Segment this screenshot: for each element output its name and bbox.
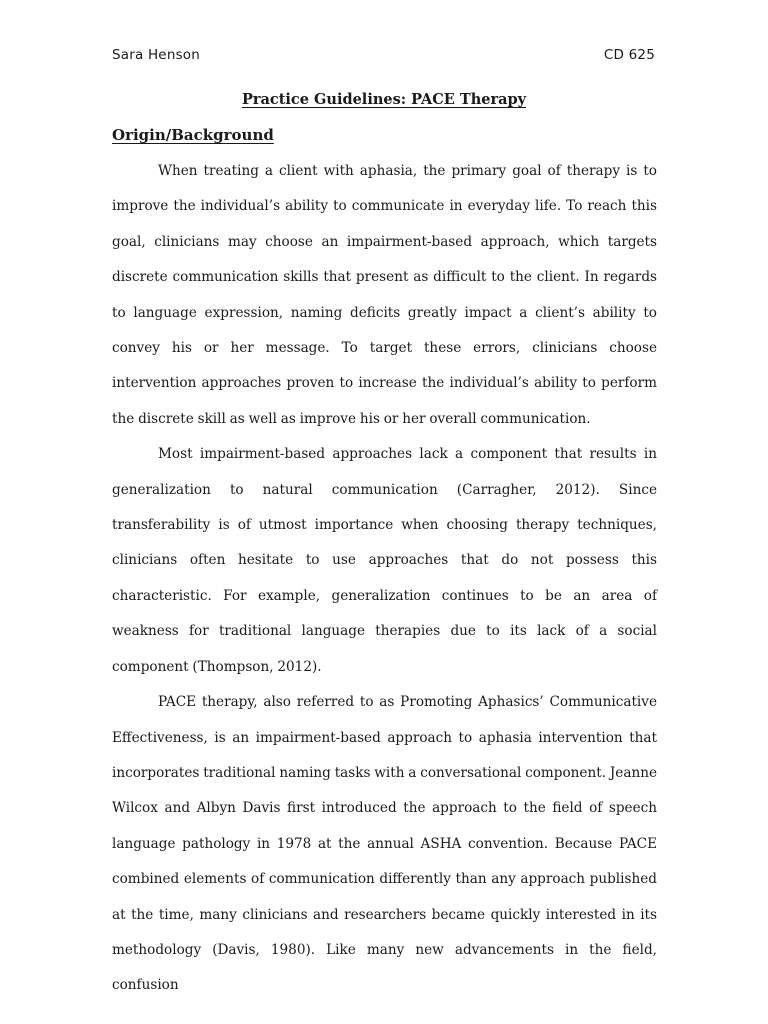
- section-heading: Origin/Background: [112, 126, 274, 144]
- header-author: Sara Henson: [112, 47, 201, 63]
- body-text: [112, 154, 657, 1004]
- paragraph-3: PACE therapy, also referred to as Promoting Aphasics’ Communicative Effectiveness, is an impairment-based approach to aphasia intervention that incorporates traditional naming tasks with a conversational component. Jeanne Wilcox and Albyn Davis first introduced the approach to the field of speech language pathology in 1978 at the annual ASHA convention. Because PACE combined elements of communication differently than any approach published at the time, many clinicians and researchers became quickly interested in its methodology (Davis, 1980). Like many new advancements in the field, confusion: [112, 694, 657, 994]
- header-course: CD 625: [603, 47, 655, 63]
- paragraph-1: When treating a client with aphasia, the primary goal of therapy is to improve the individual’s ability to communicate in everyday life. To reach this goal, clinicians may choose an impairment-based approach, which targets discrete communication skills that present as difficult to the client. In regards to language expression, naming deficits greatly impact a client’s ability to convey his or her message. To target these errors, clinicians choose intervention approaches proven to increase the individual’s ability to perform the discrete skill as well as improve his or her overall communication.: [112, 163, 657, 427]
- paragraph-2: Most impairment-based approaches lack a component that results in generalization to natural communication (Carragher, 2012). Since transferability is of utmost importance when choosing therapy techniques, clinicians often hesitate to use approaches that do not possess this characteristic. For example, generalization continues to be an area of weakness for traditional language therapies due to its lack of a social component (Thompson, 2012).: [112, 446, 657, 675]
- document-title: Practice Guidelines: PACE Therapy: [241, 91, 527, 108]
